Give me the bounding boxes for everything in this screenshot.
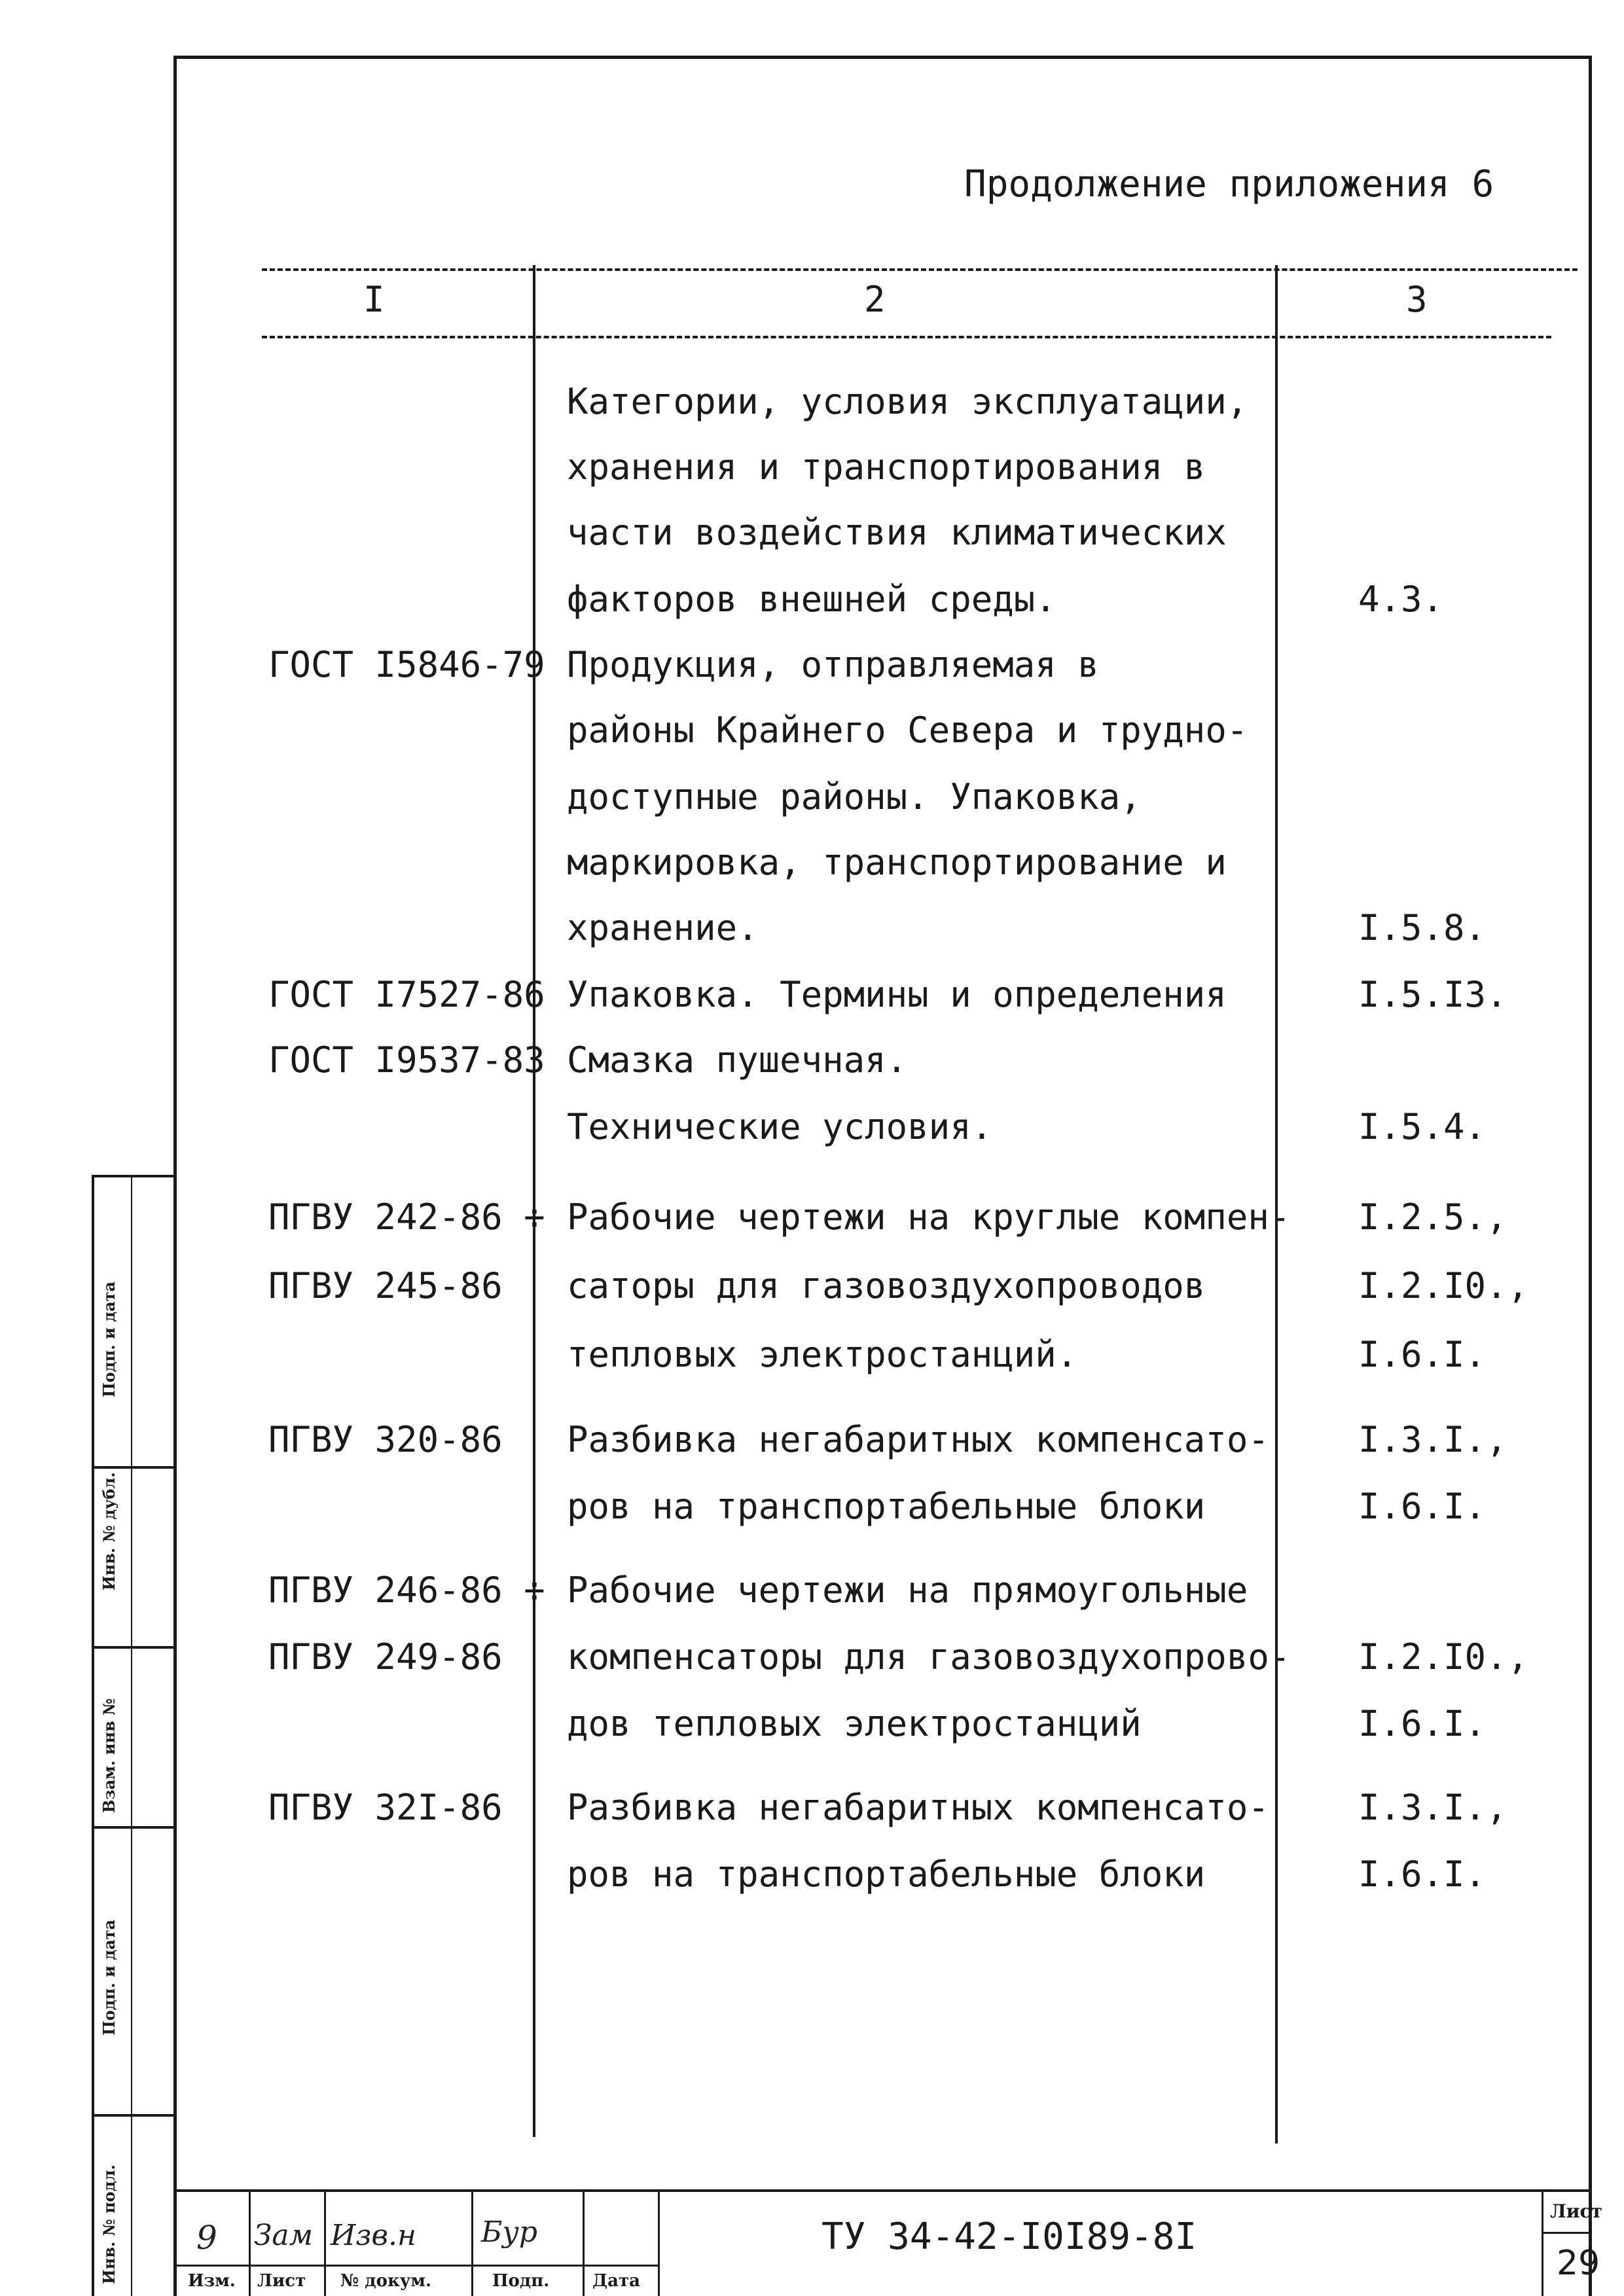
side-stamp-label: Подп. и дата (99, 1919, 118, 2036)
title-block-sheet-col (1542, 2189, 1543, 2296)
table-cell: Рабочие чертежи на прямоугольные (567, 1570, 1248, 1611)
table-cell: I.5.8. (1358, 907, 1487, 948)
table-header-top-rule (262, 268, 1578, 271)
table-cell: ПГВУ 246-86 ÷ (268, 1570, 545, 1611)
title-block-col (249, 2189, 251, 2296)
handwritten-document-number: Изв.н (331, 2219, 416, 2252)
table-cell: I.2.I0., (1358, 1265, 1529, 1306)
table-cell: ров на транспортабельные блоки (567, 1854, 1206, 1895)
table-cell: I.6.I. (1358, 1854, 1487, 1895)
title-block-sheet-row (1542, 2232, 1592, 2234)
table-cell: Категории, условия эксплуатации, (567, 381, 1248, 422)
side-stamp-divider (92, 1826, 175, 1829)
side-stamp-label: Взам. инв № (99, 1698, 118, 1813)
table-cell: I.2.I0., (1358, 1636, 1529, 1677)
table-cell: Рабочие чертежи на круглые компен- (567, 1196, 1291, 1238)
table-cell: тепловых электростанций. (567, 1334, 1078, 1375)
table-cell: ГОСТ I5846-79 (268, 644, 545, 685)
sheet-number: 29 (1557, 2244, 1600, 2283)
side-stamp-outer-line (92, 1175, 94, 2296)
table-cell: I.3.I., (1358, 1419, 1507, 1460)
table-cell: районы Крайнего Севера и трудно- (567, 709, 1248, 751)
document-code: ТУ 34-42-I0I89-8I (821, 2215, 1197, 2258)
column-header-2: 2 (864, 279, 886, 320)
table-header-bottom-rule (262, 336, 1551, 338)
column-header-1: I (363, 279, 385, 320)
table-cell: I.5.4. (1358, 1106, 1487, 1147)
table-cell: ПГВУ 32I-86 (268, 1787, 503, 1828)
table-cell: Разбивка негабаритных компенсато- (567, 1419, 1269, 1460)
table-cell: хранения и транспортирования в (567, 446, 1206, 488)
table-cell: ров на транспортабельные блоки (567, 1486, 1206, 1527)
table-cell: ПГВУ 249-86 (268, 1636, 503, 1677)
table-cell: I.2.5., (1358, 1196, 1507, 1238)
title-block-label-document: № докум. (340, 2271, 432, 2291)
table-cell: I.6.I. (1358, 1334, 1487, 1375)
table-cell: ПГВУ 320-86 (268, 1419, 503, 1460)
column-header-3: 3 (1406, 279, 1428, 320)
side-stamp-divider (92, 1646, 175, 1649)
table-cell: хранение. (567, 907, 759, 948)
table-cell: части воздействия климатических (567, 512, 1227, 553)
title-block-col (324, 2189, 326, 2296)
table-cell: Упаковка. Термины и определения (567, 974, 1227, 1015)
handwritten-sheet: Зам (254, 2219, 314, 2252)
frame-top (173, 56, 1592, 59)
table-cell: ГОСТ I9537-83 (268, 1039, 545, 1081)
side-stamp-label: Инв. № подл. (99, 2164, 118, 2284)
sheet-label: Лист (1550, 2200, 1602, 2222)
table-cell: Смазка пушечная. (567, 1039, 908, 1081)
side-stamp-label: Подп. и дата (99, 1281, 118, 1397)
title-block-col (658, 2189, 660, 2296)
table-cell: Продукция, отправляемая в (567, 644, 1099, 685)
side-stamp-divider (92, 1175, 175, 1177)
title-block-row-line (173, 2265, 658, 2267)
table-cell: Технические условия. (567, 1106, 993, 1147)
title-block-label-date: Дата (592, 2271, 640, 2291)
table-cell: I.5.I3. (1358, 974, 1507, 1015)
table-cell: I.6.I. (1358, 1703, 1487, 1744)
table-cell: Разбивка негабаритных компенсато- (567, 1787, 1269, 1828)
table-cell: дов тепловых электростанций (567, 1703, 1142, 1744)
table-cell: I.3.I., (1358, 1787, 1507, 1828)
table-cell: ПГВУ 245-86 (268, 1265, 503, 1306)
frame-right (1589, 56, 1592, 2296)
title-block-top-line (173, 2189, 1592, 2192)
table-cell: факторов внешней среды. (567, 579, 1056, 620)
title-block-label-signature: Подп. (492, 2271, 550, 2291)
side-stamp-divider (92, 2114, 175, 2117)
title-block-col (471, 2189, 473, 2296)
side-stamp-divider (92, 1466, 175, 1469)
handwritten-signature: Бур (481, 2215, 538, 2249)
table-cell: 4.3. (1358, 579, 1444, 620)
table-cell: компенсаторы для газовоздухопрово- (567, 1636, 1291, 1677)
table-cell: ГОСТ I7527-86 (268, 974, 545, 1015)
table-cell: ПГВУ 242-86 ÷ (268, 1196, 545, 1238)
side-stamp-label: Инв. № дубл. (99, 1472, 118, 1590)
side-stamp-inner-line (131, 1175, 132, 2296)
handwritten-change-number: 9 (196, 2219, 217, 2257)
page-title: Продолжение приложения 6 (964, 163, 1494, 206)
table-cell: доступные районы. Упаковка, (567, 776, 1142, 817)
title-block-col (583, 2189, 585, 2296)
table-cell: I.6.I. (1358, 1486, 1487, 1527)
table-cell: маркировка, транспортирование и (567, 842, 1227, 883)
table-cell: саторы для газовоздухопроводов (567, 1265, 1206, 1306)
title-block-label-change: Изм. (188, 2271, 236, 2291)
title-block-label-sheet: Лист (257, 2271, 306, 2291)
